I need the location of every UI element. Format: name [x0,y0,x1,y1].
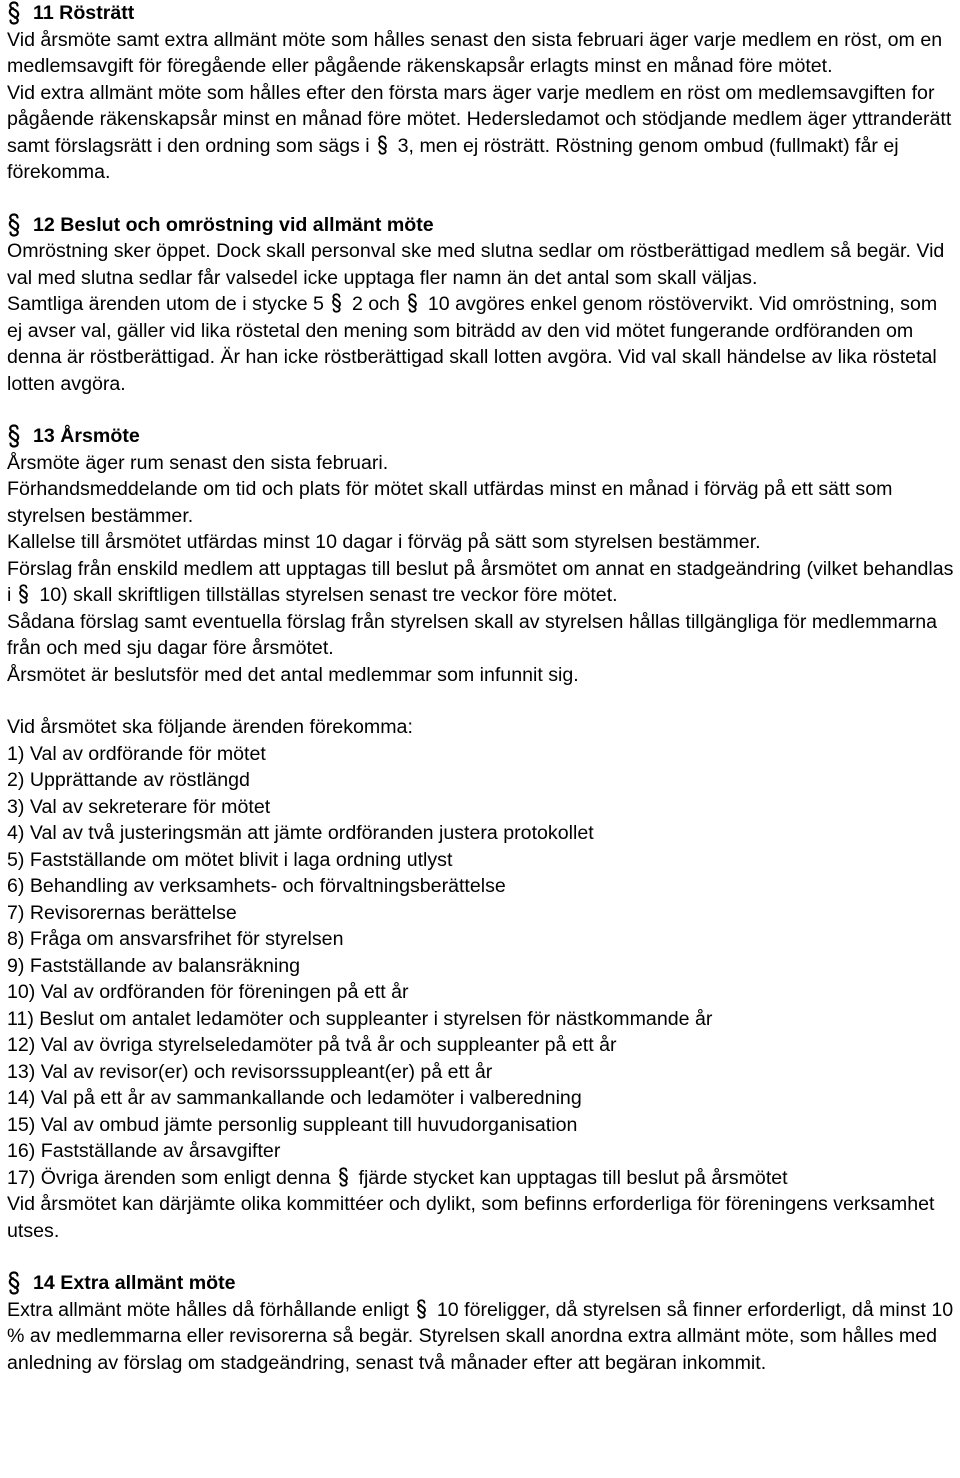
agenda-item: 14) Val på ett år av sammankallande och ledamöter i valberedning [7,1087,582,1109]
agenda-item: 11) Beslut om antalet ledamöter och suppleanter i styrelsen för nästkommande år [7,1007,713,1030]
agenda-item: 3) Val av sekreterare för mötet [7,795,271,818]
agenda-list [7,741,957,1165]
section-sign-icon [415,1299,428,1319]
section-11-heading [7,0,957,27]
section-12-title: Beslut och omröstning vid allmänt möte [60,213,434,236]
agenda-item: 4) Val av två justeringsmän att jämte ordföranden justera protokollet [7,822,594,844]
section-11-paragraph-1: Vid årsmöte samt extra allmänt möte som hålles senast den sista februari äger varje medlem en röst, om en medlemsavgift för föregående eller pågående räkenskapsår erlagts minst en månad före mötet. [7,28,943,77]
section-sign-icon [337,1167,350,1187]
agenda-item: 17) Övriga ärenden som enligt denna fjärde stycket kan upptagas till beslut på årsmötet [7,1166,788,1189]
section-13-paragraph-4: Förslag från enskild medlem att upptagas till beslut på årsmötet om annat en stadgeändring (vilket behandlas i 10) skall skriftligen tillställas styrelsen senast tre veckor före mötet. [7,557,954,606]
section-14-title: Extra allmänt möte [60,1272,236,1294]
section-13-number: 13 [33,425,55,447]
agenda-item: 13) Val av revisor(er) och revisorssuppleant(er) på ett år [7,1060,493,1083]
section-12-heading [7,212,957,239]
section-sign-icon [7,424,21,448]
section-sign-icon [406,293,419,313]
section-14-number: 14 [33,1272,55,1294]
section-sign-icon [7,1,21,25]
section-13-heading [7,423,957,450]
agenda-item: 16) Fastställande av årsavgifter [7,1140,281,1162]
section-sign-icon [17,584,30,604]
section-12-paragraph-2: Samtliga ärenden utom de i stycke 5 2 och 10 avgöres enkel genom röstövervikt. Vid omröstning, som ej avser val, gäller vid lika röstetal den mening som biträdd av den vid mötet fungerande ordföranden om denna är röstberättigad. Är han icke röstberättigad skall lotten avgöra. Vid val skall händelse av lika röstetal lotten avgöra. [7,293,938,395]
section-13-paragraph-3: Kallelse till årsmötet utfärdas minst 10 dagar i förväg på sätt som styrelsen bestämmer. [7,531,761,553]
section-11-title: Rösträtt [59,2,135,24]
agenda-item: 7) Revisorernas berättelse [7,901,237,924]
section-14-paragraph-1: Extra allmänt möte hålles då förhållande enligt 10 föreligger, då styrelsen så finner erforderligt, då minst 10 % av medlemmarna eller revisorerna så begär. Styrelsen skall anordna extra allmänt möte, som hålles med anledning av förslag om stadgeändring, senast två månader efter att begäran inkommit. [7,1298,954,1374]
section-12-number: 12 [33,213,55,236]
section-13-paragraph-2: Förhandsmeddelande om tid och plats för mötet skall utfärdas minst en månad i förväg på ett sätt som styrelsen bestämmer. [7,478,893,527]
section-sign-icon [7,1271,21,1295]
section-13-paragraph-1: Årsmöte äger rum senast den sista februari. [7,451,389,474]
agenda-item: 6) Behandling av verksamhets- och förvaltningsberättelse [7,875,506,897]
agenda-item: 9) Fastställande av balansräkning [7,954,300,977]
section-11-paragraph-2: Vid extra allmänt möte som hålles efter den första mars äger varje medlem en röst om medlemsavgiften for pågående räkenskapsår minst en månad före mötet. Hedersledamot och stödjande medlem äger yttranderätt samt förslagsrätt i den ordning som sägs i 3, men ej rösträtt. Röstning genom ombud (fullmakt) får ej förekomma. [7,81,952,183]
section-14-heading [7,1270,957,1297]
agenda-item: 12) Val av övriga styrelseledamöter på två år och suppleanter på ett år [7,1034,617,1056]
section-sign-icon [330,293,343,313]
section-13-title: Årsmöte [60,425,140,447]
section-12-paragraph-1: Omröstning sker öppet. Dock skall personval ske med slutna sedlar om röstberättigad medlem så begär. Vid val med slutna sedlar får valsedel icke upptaga fler namn än det antal som skall väljas. [7,240,945,289]
agenda-item: 8) Fråga om ansvarsfrihet för styrelsen [7,928,344,950]
section-13-paragraph-6: Årsmötet är beslutsför med det antal medlemmar som infunnit sig. [7,663,579,686]
section-13-closing: Vid årsmötet kan därjämte olika kommittéer och dylikt, som befinns erforderliga för föreningens verksamhet utses. [7,1193,935,1242]
agenda-item: 1) Val av ordförande för mötet [7,742,266,765]
agenda-item: 15) Val av ombud jämte personlig suppleant till huvudorganisation [7,1113,578,1136]
agenda-item: 2) Upprättande av röstlängd [7,769,250,791]
section-sign-icon [376,135,389,155]
agenda-item: 5) Fastställande om mötet blivit i laga ordning utlyst [7,848,453,871]
agenda-intro: Vid årsmötet ska följande ärenden förekomma: [7,716,413,738]
section-sign-icon [7,213,21,237]
agenda-item: 10) Val av ordföranden för föreningen på ett år [7,981,409,1003]
section-11-number: 11 [33,2,54,24]
document-page [7,0,957,1376]
section-13-paragraph-5: Sådana förslag samt eventuella förslag från styrelsen skall av styrelsen hållas tillgängliga för medlemmarna från och med sju dagar före årsmötet. [7,610,938,659]
